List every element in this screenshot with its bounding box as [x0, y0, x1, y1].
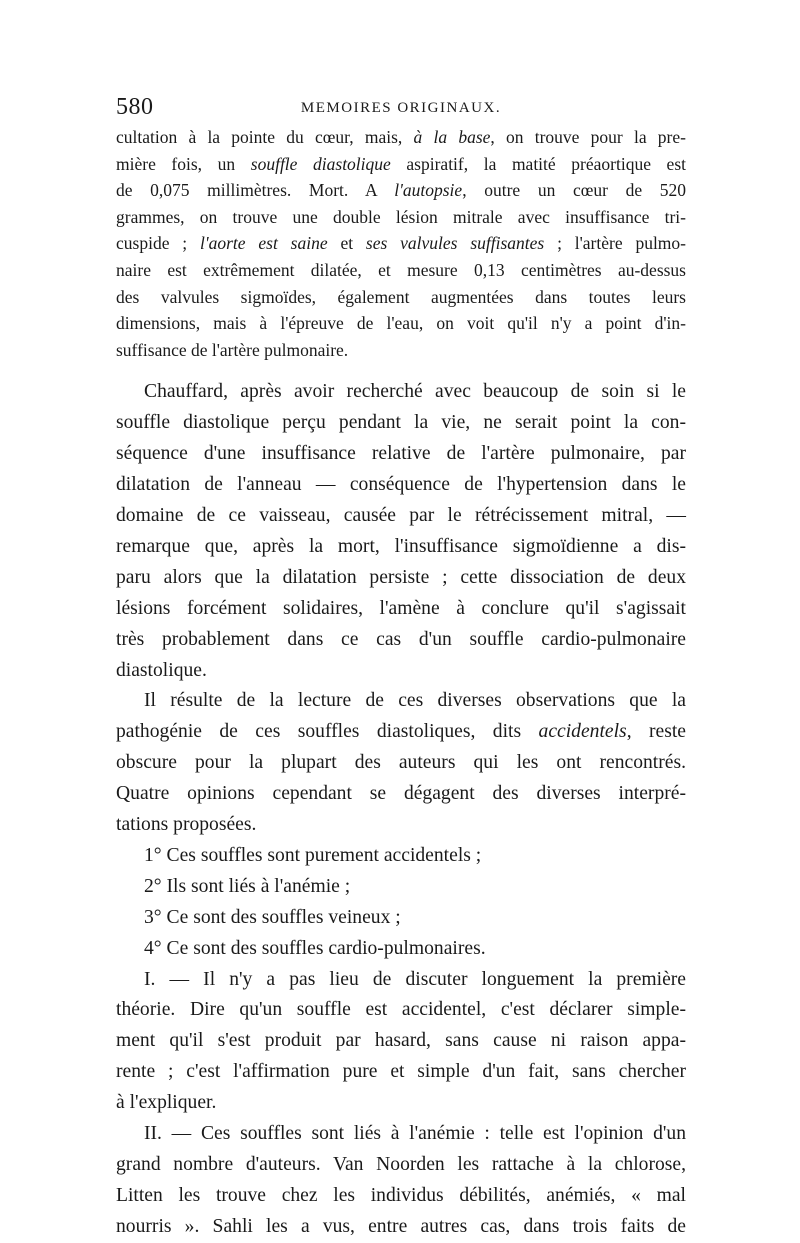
book-page: [116, 94, 686, 1243]
text-line: ment qu'il s'est produit par hasard, sans cause ni raison appa-: [116, 1030, 686, 1052]
page-number: 580: [116, 94, 154, 120]
text-line: grammes, on trouve une double lésion mitrale avec insuffisance tri-: [116, 206, 686, 227]
emphasis: accidentels: [538, 721, 627, 743]
text-line: rente ; c'est l'affirmation pure et simple d'un fait, sans chercher: [116, 1061, 686, 1083]
text-line: remarque que, après la mort, l'insuffisance sigmoïdienne a dis-: [116, 535, 686, 557]
emphasis: ses valvules suffisantes: [365, 233, 545, 254]
opinions-list: [116, 841, 686, 965]
text-line: pathogénie de ces souffles diastoliques, dits accidentels, reste: [116, 721, 687, 743]
case-report-block: [116, 124, 686, 363]
text-line: Quatre opinions cependant se dégagent des diverses interpré-: [116, 783, 686, 805]
text-line: souffle diastolique perçu pendant la vie, ne serait point la con-: [116, 412, 686, 434]
text-line: paru alors que la dilatation persiste ; cette dissociation de deux: [116, 566, 686, 588]
text-line: grand nombre d'auteurs. Van Noorden les rattache à la chlorose,: [116, 1154, 686, 1175]
text-line: Chauffard, après avoir recherché avec beaucoup de soin si le: [144, 381, 686, 403]
paragraph-pathogenie: [116, 686, 686, 841]
text-line: de 0,075 millimètres. Mort. A l'autopsie, outre un cœur de 520: [116, 180, 686, 201]
text-line: Il résulte de la lecture de ces diverses observations que la: [144, 690, 686, 712]
text-line: naire est extrêmement dilatée, et mesure 0,13 centimètres au-dessus: [116, 259, 686, 280]
text-line: dimensions, mais à l'épreuve de l'eau, on voit qu'il n'y a point d'in-: [116, 313, 686, 334]
text-line: suffisance de l'artère pulmonaire.: [116, 339, 349, 360]
text-line: II. — Ces souffles sont liés à l'anémie : telle est l'opinion d'un: [144, 1123, 686, 1145]
text-line: cultation à la pointe du cœur, mais, à la base, on trouve pour la pre-: [116, 127, 686, 147]
list-item: 3° Ce sont des souffles veineux ;: [144, 906, 401, 928]
text-line: I. — Il n'y a pas lieu de discuter longuement la première: [144, 968, 686, 990]
text-line: mière fois, un souffle diastolique aspiratif, la matité préaortique est: [116, 153, 686, 174]
emphasis: à la base: [413, 127, 491, 147]
running-head: [116, 94, 686, 124]
text-line: très probablement dans ce cas d'un souffle cardio-pulmonaire: [116, 628, 686, 650]
text-line: nourris ». Sahli les a vus, entre autres cas, dans trois faits de: [116, 1215, 686, 1237]
text-line: dilatation de l'anneau — conséquence de l'hypertension dans le: [116, 474, 686, 496]
emphasis: l'aorte est saine: [200, 233, 328, 254]
list-item: 4° Ce sont des souffles cardio-pulmonaires.: [144, 937, 486, 959]
text-line: Litten les trouve chez les individus débilités, anémiés, « mal: [116, 1184, 686, 1206]
text-line: obscure pour la plupart des auteurs qui les ont rencontrés.: [116, 752, 686, 774]
text-line: domaine de ce vaisseau, causée par le rétrécissement mitral, —: [116, 504, 686, 526]
text-line: à l'expliquer.: [116, 1092, 217, 1114]
text-line: diastolique.: [116, 659, 207, 681]
text-line: des valvules sigmoïdes, également augmentées dans toutes leurs: [116, 286, 686, 307]
emphasis: souffle diastolique: [250, 153, 391, 174]
text-line: séquence d'une insuffisance relative de l'artère pulmonaire, par: [116, 443, 686, 465]
list-item: 2° Ils sont liés à l'anémie ;: [144, 875, 351, 897]
running-title: MEMOIRES ORIGINAUX.: [300, 100, 502, 116]
text-line: tations proposées.: [116, 814, 257, 836]
text-line: théorie. Dire qu'un souffle est accidentel, c'est déclarer simple-: [116, 999, 686, 1021]
paragraph-theory-two: [116, 1119, 686, 1243]
text-line: lésions forcément solidaires, l'amène à conclure qu'il s'agissait: [116, 597, 686, 619]
paragraph-theory-one: [116, 965, 686, 1120]
paragraph-chauffard: [116, 377, 686, 686]
emphasis: l'autopsie: [394, 180, 463, 201]
text-line: cuspide ; l'aorte est saine et ses valvules suffisantes ; l'artère pulmo-: [116, 233, 686, 254]
list-item: 1° Ces souffles sont purement accidentels ;: [144, 844, 482, 866]
